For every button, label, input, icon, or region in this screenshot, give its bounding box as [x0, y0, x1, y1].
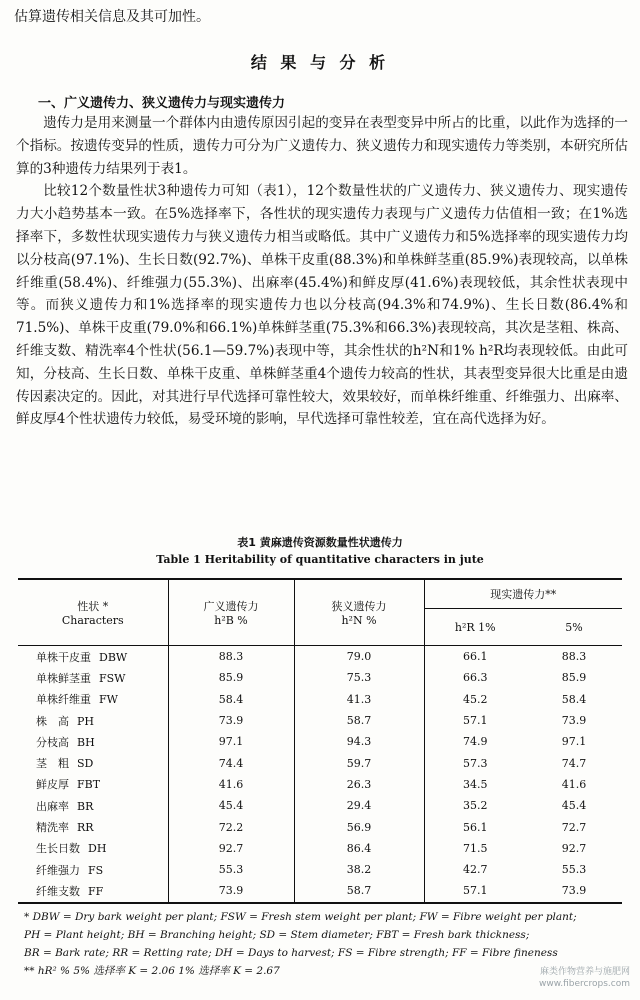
realized-5pct-cell: 74.7: [561, 756, 587, 770]
broad-heritability-cell: 88.3: [168, 646, 294, 668]
trait-name-cn: 株 高: [36, 714, 69, 728]
table-row: [18, 667, 622, 688]
header-realized-5pct: 5%: [526, 609, 622, 646]
header-broad-sym: h²B %: [214, 614, 248, 627]
table-row: [18, 816, 622, 837]
table-body: [18, 646, 622, 903]
realized-1pct-cell: 45.2: [424, 689, 526, 710]
table-row: [18, 646, 622, 668]
narrow-heritability-cell: 59.7: [294, 752, 424, 773]
realized-1pct-cell: 57.3: [424, 752, 526, 773]
realized-1pct-cell: 42.7: [424, 859, 526, 880]
broad-heritability-cell: 41.6: [168, 774, 294, 795]
watermark-url: www.fibercrops.com: [539, 979, 630, 989]
broad-heritability-cell: 72.2: [168, 816, 294, 837]
broad-heritability-cell: 45.4: [168, 795, 294, 816]
trait-cell: [18, 667, 168, 688]
footnote-line: PH = Plant height; BH = Branching height; SD = Stem diameter; FBT = Fresh bark thickness;: [24, 929, 530, 941]
realized-5pct-cell: 88.3: [561, 650, 587, 664]
table-row: [18, 880, 622, 902]
trait-cell: [18, 774, 168, 795]
table-row: [18, 838, 622, 859]
header-trait-en: Characters: [61, 614, 124, 627]
narrow-heritability-cell: 58.7: [294, 710, 424, 731]
trait-name-cn: 生长日数: [36, 842, 80, 856]
trait-cell: [18, 710, 168, 731]
header-realized: 现实遗传力**: [424, 579, 622, 609]
trait-cell: [18, 816, 168, 837]
trait-abbr: PH: [77, 714, 94, 728]
header-trait-cn: 性状 *: [77, 600, 109, 613]
narrow-heritability-cell: 29.4: [294, 795, 424, 816]
table-row: [18, 859, 622, 880]
header-broad-cn: 广义遗传力: [203, 600, 259, 613]
trait-abbr: FS: [88, 863, 104, 877]
trait-name-cn: 纤维支数: [36, 884, 80, 898]
trait-abbr: DBW: [99, 650, 128, 664]
paragraph: 比较12个数量性状3种遗传力可知（表1），12个数量性状的广义遗传力、狭义遗传力、现实遗传力大小趋势基本一致。在5%选择率下，各性状的现实遗传力表现与广义遗传力估值相一致；在1%选择率下，多数性状现实遗传力与狭义遗传力相当或略低。其中广义遗传力和5%选择率的现实遗传力均以分枝高(97.1%)、生长日数(92.7%)、单株干皮重(88.3%)和单株鲜茎重(85.9%)表现较高，以单株纤维重(58.4%)、纤维强力(55.3%)、出麻率(45.4%)和鲜皮厚(41.6%)表现较低，其余性状表现中等。而狭义遗传力和1%选择率的现实遗传力也以分枝高(94.3%和74.9%)、生长日数(86.4%和71.5%)、单株干皮重(79.0%和66.1%)单株鲜茎重(75.3%和66.3%)表现较高，其次是茎粗、株高、纤维支数、精洗率4个性状(56.1—59.7%)表现中等，其余性状的h²N和1% h²R均表现较低。由此可知，分枝高、生长日数、单株干皮重、单株鲜茎重4个遗传力较高的性状，其表型变异很大比重是由遗传因素决定的。因此，对其进行早代选择可靠性较大，效果较好，而单株纤维重、纤维强力、出麻率、鲜皮厚4个性状遗传力较低，易受环境的影响，早代选择可靠性较差，宜在高代选择为好。: [16, 183, 628, 428]
realized-1pct-cell: 57.1: [424, 880, 526, 902]
table-row: [18, 752, 622, 773]
realized-1pct-cell: 71.5: [424, 838, 526, 859]
realized-5pct-cell: 45.4: [561, 799, 587, 813]
footnote-line: BR = Bark rate; RR = Retting rate; DH = Days to harvest; FS = Fibre strength; FF = Fibre fineness: [24, 947, 558, 959]
broad-heritability-cell: 92.7: [168, 838, 294, 859]
table-row: [18, 689, 622, 710]
trait-abbr: FBT: [77, 778, 101, 792]
header-narrow-sym: h²N %: [341, 614, 377, 627]
realized-1pct-cell: 57.1: [424, 710, 526, 731]
trait-name-cn: 单株干皮重: [36, 650, 91, 664]
broad-heritability-cell: 73.9: [168, 710, 294, 731]
realized-5pct-cell: 55.3: [561, 863, 587, 877]
header-broad: [168, 579, 294, 646]
header-trait: [18, 579, 168, 646]
table-caption-cn: 表1 黄麻遗传资源数量性状遗传力: [237, 536, 403, 549]
trait-name-cn: 分枝高: [36, 735, 69, 749]
lead-text: 估算遗传相关信息及其可加性。: [14, 9, 210, 25]
realized-5pct-cell: 73.9: [561, 714, 587, 728]
trait-name-cn: 单株鲜茎重: [36, 671, 91, 685]
trait-abbr: BR: [77, 799, 94, 813]
narrow-heritability-cell: 75.3: [294, 667, 424, 688]
broad-heritability-cell: 55.3: [168, 859, 294, 880]
trait-abbr: SD: [77, 757, 94, 771]
subsection-title: 一、广义遗传力、狭义遗传力与现实遗传力: [38, 96, 286, 111]
table-caption-en: Table 1 Heritability of quantitative characters in jute: [156, 553, 484, 566]
table-footnotes: [24, 908, 628, 980]
trait-name-cn: 单株纤维重: [36, 693, 91, 707]
realized-1pct-cell: 66.1: [424, 646, 526, 668]
realized-5pct-cell: 72.7: [561, 820, 587, 834]
trait-name-cn: 精洗率: [36, 821, 69, 835]
header-realized-1pct: h²R 1%: [424, 609, 526, 646]
table-row: [18, 710, 622, 731]
body-text: [16, 112, 628, 431]
realized-5pct-cell: 85.9: [561, 671, 587, 685]
realized-1pct-cell: 74.9: [424, 731, 526, 752]
trait-name-cn: 鲜皮厚: [36, 778, 69, 792]
trait-name-cn: 茎 粗: [36, 757, 69, 771]
realized-1pct-cell: 66.3: [424, 667, 526, 688]
watermark-cn: 麻类作物营养与施肥网: [539, 967, 630, 977]
trait-name-cn: 纤维强力: [36, 863, 80, 877]
table-row: [18, 795, 622, 816]
trait-abbr: RR: [77, 821, 94, 835]
narrow-heritability-cell: 94.3: [294, 731, 424, 752]
footnote-line: * DBW = Dry bark weight per plant; FSW = Fresh stem weight per plant; FW = Fibre weight per plant;: [24, 911, 577, 923]
trait-cell: [18, 795, 168, 816]
trait-cell: [18, 689, 168, 710]
trait-name-cn: 出麻率: [36, 799, 69, 813]
broad-heritability-cell: 97.1: [168, 731, 294, 752]
section-title: 结 果 与 分 析: [250, 53, 390, 72]
realized-1pct-cell: 34.5: [424, 774, 526, 795]
trait-cell: [18, 646, 168, 668]
trait-cell: [18, 731, 168, 752]
trait-abbr: FF: [88, 884, 104, 898]
table-row: [18, 774, 622, 795]
narrow-heritability-cell: 38.2: [294, 859, 424, 880]
broad-heritability-cell: 58.4: [168, 689, 294, 710]
header-narrow: [294, 579, 424, 646]
narrow-heritability-cell: 41.3: [294, 689, 424, 710]
realized-5pct-cell: 73.9: [526, 880, 622, 902]
site-watermark: [539, 966, 630, 990]
broad-heritability-cell: 85.9: [168, 667, 294, 688]
trait-cell: [18, 880, 168, 902]
footnote-line: ** hR² % 5% 选择率 K = 2.06 1% 选择率 K = 2.67: [24, 965, 280, 977]
paragraph: 遗传力是用来测量一个群体内由遗传原因引起的变异在表型变异中所占的比重，以此作为选择的一个指标。按遗传变异的性质，遗传力可分为广义遗传力、狭义遗传力和现实遗传力等类别，本研究所估算的3种遗传力结果列于表1。: [16, 115, 628, 177]
realized-5pct-cell: 97.1: [561, 735, 587, 749]
realized-5pct-cell: 92.7: [561, 841, 587, 855]
trait-abbr: FSW: [99, 671, 126, 685]
trait-cell: [18, 859, 168, 880]
heritability-table: [18, 578, 622, 904]
realized-5pct-cell: 58.4: [561, 692, 587, 706]
realized-5pct-cell: 41.6: [561, 777, 587, 791]
broad-heritability-cell: 73.9: [168, 880, 294, 902]
trait-cell: [18, 752, 168, 773]
narrow-heritability-cell: 79.0: [294, 646, 424, 668]
narrow-heritability-cell: 86.4: [294, 838, 424, 859]
trait-abbr: FW: [99, 693, 118, 707]
narrow-heritability-cell: 56.9: [294, 816, 424, 837]
trait-cell: [18, 838, 168, 859]
header-narrow-cn: 狭义遗传力: [331, 600, 387, 613]
broad-heritability-cell: 74.4: [168, 752, 294, 773]
realized-1pct-cell: 35.2: [424, 795, 526, 816]
trait-abbr: BH: [77, 735, 95, 749]
table-row: [18, 731, 622, 752]
narrow-heritability-cell: 26.3: [294, 774, 424, 795]
narrow-heritability-cell: 58.7: [294, 880, 424, 902]
trait-abbr: DH: [88, 842, 107, 856]
realized-1pct-cell: 56.1: [424, 816, 526, 837]
